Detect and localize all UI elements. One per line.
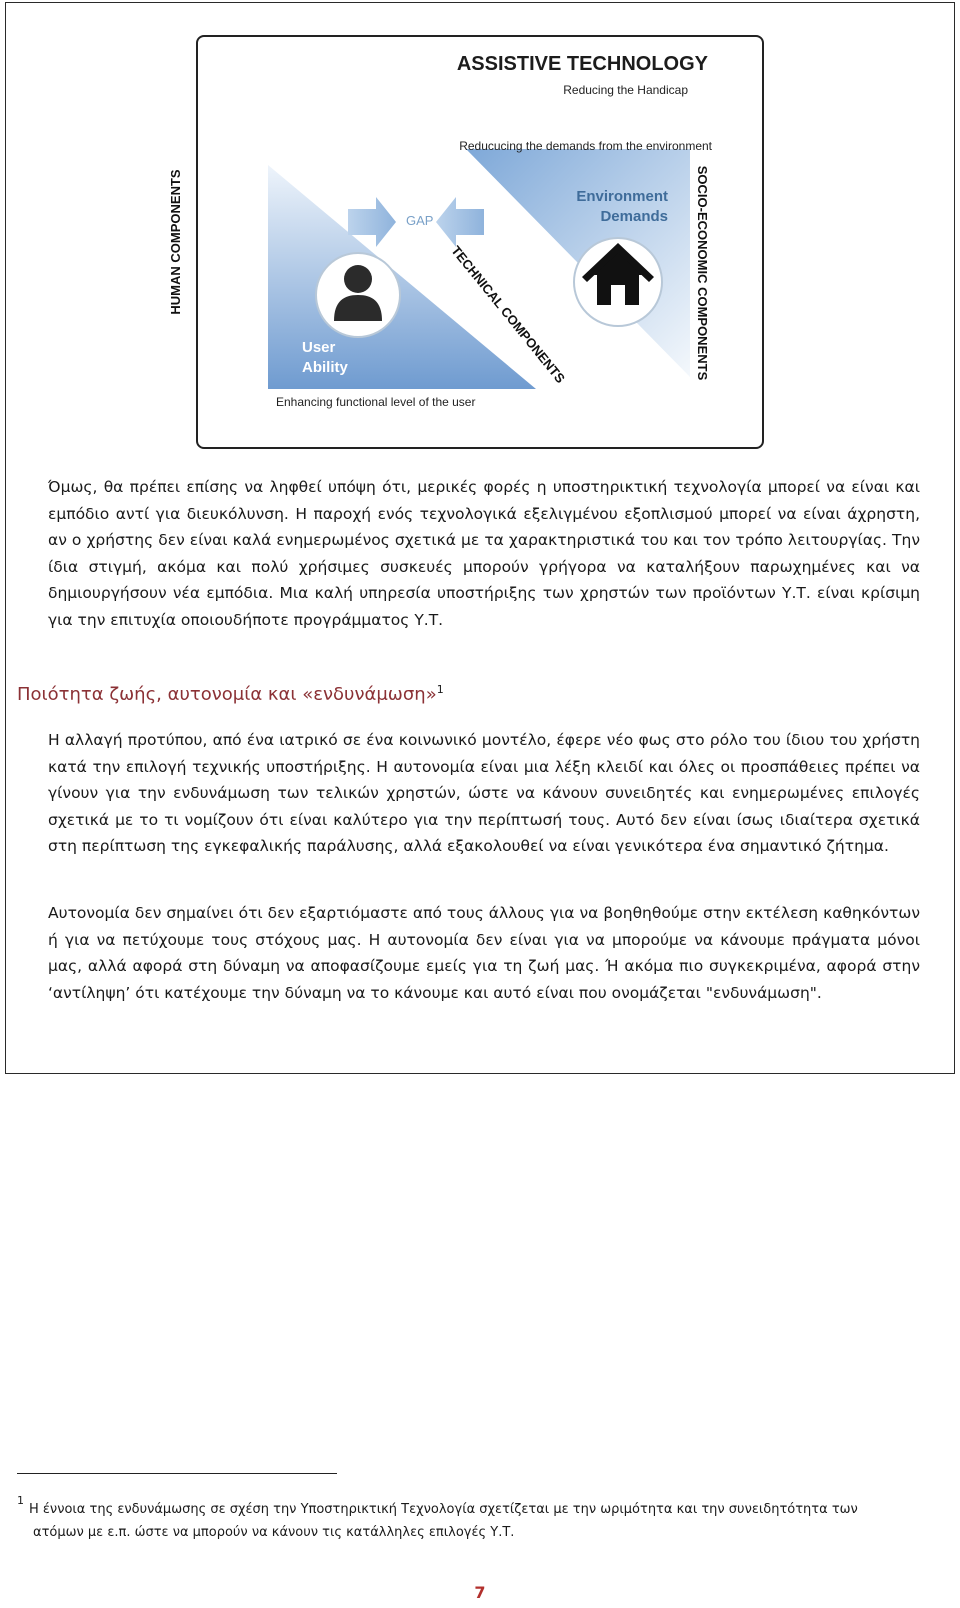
environment-label-line2: Demands — [600, 208, 668, 225]
paragraph-1: Όμως, θα πρέπει επίσης να ληφθεί υπόψη ότι, μερικές φορές η υποστηρικτική τεχνολογία μπορεί να είναι και εμπόδιο αντί για διευκόλυνση. Η παροχή ενός τεχνολογικά εξελιγμένου εξοπλισμού μπορεί να είναι άχρηστη, αν ο χρήστης δεν είναι καλά ενημερωμένος σχετικά με τα χαρακτηριστικά του και τον τρόπο λειτουργίας. Την ίδια στιγμή, ακόμα και πολύ χρήσιμες συσκευές μπορούν γρήγορα να καταλήξουν παρωχημένες και να δημιουργήσουν νέα εμπόδια. Μια καλή υπηρεσία υποστήριξης των χρηστών των προϊόντων Υ.Τ. είναι κρίσιμη για την επιτυχία οποιουδήποτε προγράμματος Υ.Τ. — [48, 478, 920, 629]
environment-demands-label — [538, 187, 668, 227]
diagram-subtitle: Reducing the Handicap — [563, 83, 688, 97]
heading-footnote-mark[interactable]: 1 — [436, 683, 444, 696]
diagram-title: ASSISTIVE TECHNOLOGY — [456, 53, 708, 75]
assistive-technology-diagram — [168, 35, 764, 449]
human-components-label: HUMAN COMPONENTS — [168, 169, 183, 315]
footnote-line-1: Η έννοια της ενδυνάμωσης σε σχέση την Υποστηρικτική Τεχνολογία σχετίζεται με την ωριμότητα και την συνειδητότητα των — [29, 1502, 858, 1517]
gap-arrow-left — [436, 197, 484, 247]
user-avatar-icon — [316, 253, 400, 337]
technical-components-label: TECHNICAL COMPONENTS — [448, 243, 569, 386]
paragraph-2: Η αλλαγή προτύπου, από ένα ιατρικό σε ένα κοινωνικό μοντέλο, έφερε νέο φως στο ρόλο του ίδιου του χρήστη κατά την επιλογή τεχνικής υποστήριξης. Η αυτονομία είναι μια λέξη κλειδί και όλες οι προσπάθειες πρέπει να γίνουν για την ενδυνάμωση των τελικών χρηστών, ώστε να κάνουν συνειδητές και ενημερωμένες επιλογές σχετικά με το τι νομίζουν ότι είναι καλύτερο για την περίπτωσή τους. Αυτό δεν είναι ίσως ιδιαίτερα σχετικά στη περίπτωση της εγκεφαλικής παράλυσης, αλλά εξακολουθεί να είναι γενικότερα ένα σημαντικό ζήτημα. — [48, 731, 920, 855]
enhancing-label: Enhancing functional level of the user — [276, 395, 476, 409]
environment-label-line1: Environment — [576, 188, 668, 205]
section-heading-text: Ποιότητα ζωής, αυτονομία και «ενδυνάμωση» — [17, 684, 437, 705]
footnote-mark: 1 — [17, 1494, 24, 1507]
reducing-demands-label: Reducucing the demands from the environment — [459, 139, 712, 153]
socio-economic-components-label: SOCIO-ECONOMIC COMPONENTS — [695, 165, 710, 381]
paragraph-3: Αυτονομία δεν σημαίνει ότι δεν εξαρτιόμαστε από τους άλλους για να βοηθηθούμε στην εκτέλεση καθηκόντων ή για να πετύχουμε τους στόχους μας. Η αυτονομία δεν είναι για να μπορούμε να κάνουμε πράγματα μόνοι μας, αλλά αφορά στη δύναμη να αποφασίζουμε εμείς για τη ζωή μας. Ή ακόμα πιο συγκεκριμένα, αφορά στην ‘αντίληψη’ ότι κατέχουμε την δύναμη να το κάνουμε και αυτό είναι που ονομάζεται "ενδυνάμωση". — [48, 904, 920, 1002]
footnote-line-2: ατόμων με ε.π. ώστε να μπορούν να κάνουν τις κατάλληλες επιλογές Υ.Τ. — [33, 1525, 515, 1540]
house-icon — [574, 238, 662, 326]
diagram-graphics — [198, 37, 766, 451]
footnote-separator — [17, 1473, 337, 1474]
footnote — [17, 1494, 937, 1544]
user-ability-label — [302, 338, 422, 378]
section-heading — [17, 683, 444, 705]
user-label-line1: User — [302, 339, 336, 356]
page-number: 7 — [474, 1583, 486, 1602]
user-label-line2: Ability — [302, 359, 348, 376]
gap-label: GAP — [406, 213, 434, 228]
